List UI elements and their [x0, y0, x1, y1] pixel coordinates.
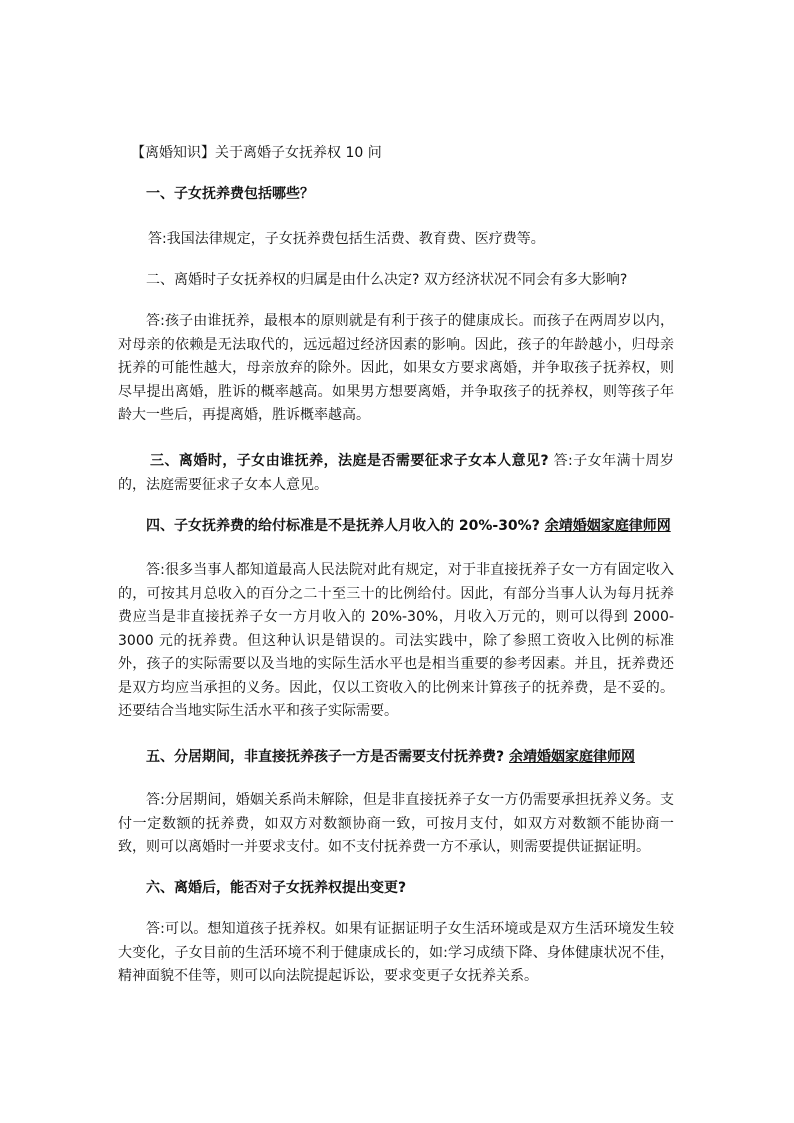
question-5-heading-row [146, 747, 702, 767]
answer-2 [118, 310, 674, 428]
answer-6-text: 答:可以。想知道孩子抚养权。如果有证据证明子女生活环境或是双方生活环境发生较大变化，子女目前的生活环境不利于健康成长的，如:学习成绩下降、身体健康状况不佳，精神面貌不佳等，则可以向法院提起诉讼，要求变更子女抚养关系。 [118, 921, 674, 984]
answer-1-text: 答:我国法律规定，子女抚养费包括生活费、教育费、医疗费等。 [148, 231, 545, 247]
question-2 [146, 270, 686, 290]
answer-4 [118, 559, 674, 724]
answer-6 [118, 918, 674, 989]
document-title: 【离婚知识】关于离婚子女抚养权 10 问 [131, 145, 382, 161]
question-4-heading: 四、子女抚养费的给付标准是不是抚养人月收入的 20%-30%? [146, 518, 540, 534]
question-4 [146, 516, 702, 536]
answer-5 [118, 789, 674, 860]
question-3-block [118, 450, 674, 497]
law-site-link[interactable]: 余靖婚姻家庭律师网 [544, 518, 671, 534]
question-3 [118, 450, 674, 497]
question-1-heading: 一、子女抚养费包括哪些？ [146, 186, 314, 202]
question-1 [146, 184, 702, 204]
answer-3-text: 答:子女年满十周岁的，法庭需要征求子女本人意见。 [118, 453, 674, 493]
question-2-heading: 二、离婚时子女抚养权的归属是由什么决定? 双方经济状况不同会有多大影响? [146, 272, 628, 288]
law-site-link-2[interactable]: 余靖婚姻家庭律师网 [509, 749, 635, 765]
answer-1 [118, 228, 674, 252]
question-4-heading-row [146, 516, 702, 536]
question-5 [146, 747, 702, 767]
answer-2-text: 答:孩子由谁抚养，最根本的原则就是有利于孩子的健康成长。而孩子在两周岁以内，对母亲的依赖是无法取代的，远远超过经济因素的影响。因此，孩子的年龄越小，归母亲抚养的可能性越大，母亲放弃的除外。因此，如果女方要求离婚，并争取孩子抚养权，则尽早提出离婚，胜诉的概率越高。如果男方想要离婚，并争取孩子的抚养权，则等孩子年龄大一些后，再提离婚，胜诉概率越高。 [118, 313, 674, 423]
answer-5-text: 答:分居期间，婚姻关系尚未解除，但是非直接抚养子女一方仍需要承担抚养义务。支付一定数额的抚养费，如双方对数额协商一致，可按月支付，如双方对数额不能协商一致，则可以离婚时一并要求支付。如不支付抚养费一方不承认，则需要提供证据证明。 [118, 792, 674, 855]
question-6-heading: 六、离婚后，能否对子女抚养权提出变更? [146, 880, 407, 896]
question-5-heading: 五、分居期间，非直接抚养孩子一方是否需要支付抚养费? [146, 749, 505, 765]
answer-4-text: 答:很多当事人都知道最高人民法院对此有规定，对于非直接抚养子女一方有固定收入的，可按其月总收入的百分之二十至三十的比例给付。因此，有部分当事人认为每月抚养费应当是非直接抚养子女一方月收入的 20%-30%，月收入万元的，则可以得到 2000-3000 元的抚养费。但这种认识是错误的。司法实践中，除了参照工资收入比例的标准外，孩子的实际需要以及当地的实际生活水平也是相当重要的参考因素。并且，抚养费还是双方均应当承担的义务。因此，仅以工资收入的比例来计算孩子的抚养费，是不妥的。还要结合当地实际生活水平和孩子实际需要。 [118, 562, 674, 719]
question-6 [146, 878, 702, 898]
question-3-heading: 三、离婚时，子女由谁抚养，法庭是否需要征求子女本人意见? [150, 453, 549, 469]
